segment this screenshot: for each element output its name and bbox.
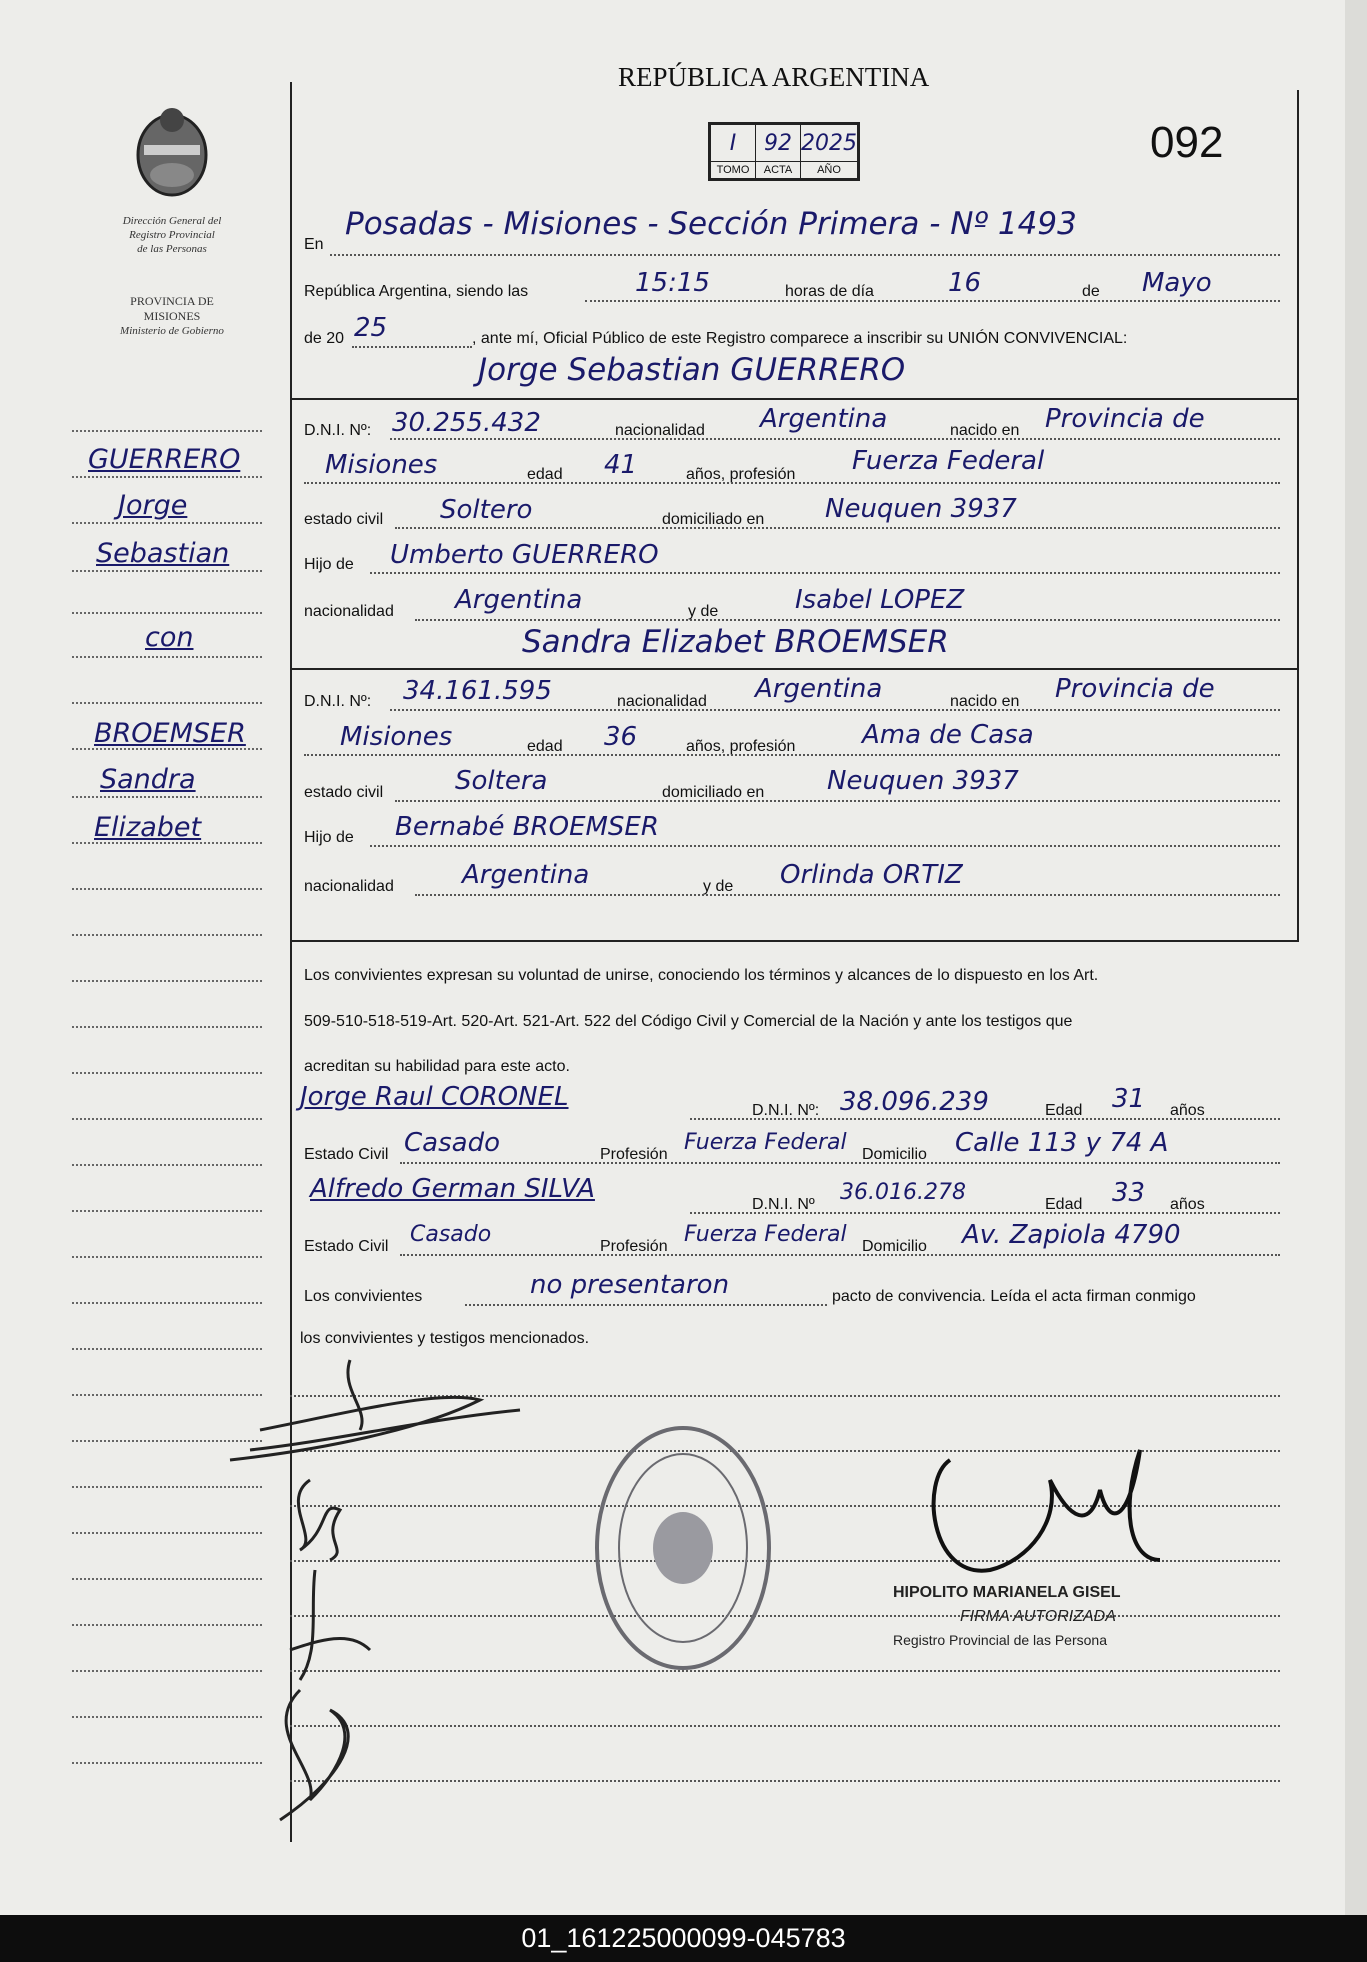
margin-line xyxy=(72,934,262,936)
line-p2-estado xyxy=(395,800,1280,802)
w2-profesion: Fuerza Federal xyxy=(684,1222,847,1247)
w2-name: Alfredo German SILVA xyxy=(310,1174,595,1204)
p1-madre: Isabel LOPEZ xyxy=(795,585,965,615)
section-rule-3 xyxy=(290,940,1299,942)
tomo-label: TOMO xyxy=(711,162,756,179)
p2-domicilio-label: domiciliado en xyxy=(662,784,765,801)
line-time xyxy=(585,300,1280,302)
line-year xyxy=(352,346,472,348)
line-p1-nac xyxy=(415,619,1280,621)
p2-dni: 34.161.595 xyxy=(403,676,552,706)
p1-nacido-1: Provincia de xyxy=(1045,404,1205,434)
margin-name-4: con xyxy=(145,622,194,653)
official-signature-graphic xyxy=(900,1420,1200,1590)
province-block xyxy=(88,294,256,339)
p2-nacido-1: Provincia de xyxy=(1055,674,1215,704)
year-prefix: de 20 xyxy=(304,330,345,347)
p2-nacionalidad: Argentina xyxy=(755,674,883,704)
line-place xyxy=(330,254,1280,256)
w1-anos-label: años xyxy=(1170,1102,1205,1119)
p2-estado: Soltera xyxy=(455,766,548,796)
p2-nacido-2: Misiones xyxy=(340,722,453,752)
line-w2-estado xyxy=(400,1254,1280,1256)
w2-edad-label: Edad xyxy=(1045,1196,1083,1213)
p1-nacionalidad-label: nacionalidad xyxy=(615,422,705,439)
margin-line xyxy=(72,430,262,432)
p2-nac-padre: Argentina xyxy=(462,860,590,890)
margin-line xyxy=(72,612,262,614)
time-value: 15:15 xyxy=(635,268,710,298)
margin-name-2: Jorge xyxy=(118,490,188,521)
line-w1-dni xyxy=(690,1118,1280,1120)
page-edge xyxy=(1345,0,1367,1915)
w2-anos-label: años xyxy=(1170,1196,1205,1213)
w1-domicilio-label: Domicilio xyxy=(862,1146,927,1163)
anio-value: 2025 xyxy=(801,125,858,162)
day-value: 16 xyxy=(948,268,982,298)
acta-value: 92 xyxy=(756,125,801,162)
p2-anos-label: años, profesión xyxy=(686,738,796,755)
p2-nacido-label: nacido en xyxy=(950,693,1020,710)
p1-nac-padre-label: nacionalidad xyxy=(304,603,394,620)
pacto-value: no presentaron xyxy=(530,1270,730,1300)
w2-dni-label: D.N.I. Nº xyxy=(752,1196,815,1213)
p1-nacionalidad: Argentina xyxy=(760,404,888,434)
p1-estado-label: estado civil xyxy=(304,511,384,528)
p1-edad-label: edad xyxy=(527,466,563,483)
line-p2-dni xyxy=(390,709,1280,711)
margin-name-7: Elizabet xyxy=(94,812,202,843)
official-org: Registro Provincial de las Persona xyxy=(893,1632,1107,1648)
line-p1-estado xyxy=(395,527,1280,529)
margin-line xyxy=(72,796,262,798)
margin-line xyxy=(72,1302,262,1304)
line-p1-dni xyxy=(390,438,1280,440)
p1-domicilio-label: domiciliado en xyxy=(662,511,765,528)
p1-nacido-2: Misiones xyxy=(325,450,438,480)
p2-profesion: Ama de Casa xyxy=(862,720,1034,750)
province-line1: PROVINCIA DE xyxy=(130,294,214,308)
margin-line xyxy=(72,1072,262,1074)
line-p2-hijo xyxy=(370,845,1280,847)
org-block xyxy=(88,214,256,256)
w1-profesion-label: Profesión xyxy=(600,1146,668,1163)
closing-line2: los convivientes y testigos mencionados. xyxy=(300,1330,590,1347)
p2-domicilio: Neuquen 3937 xyxy=(827,766,1019,796)
person2-name: Sandra Elizabet BROEMSER xyxy=(522,624,949,660)
p2-yde-label: y de xyxy=(703,878,734,895)
ministry: Ministerio de Gobierno xyxy=(120,325,224,337)
margin-line xyxy=(72,656,262,658)
section-rule-2 xyxy=(290,668,1299,670)
w1-name: Jorge Raul CORONEL xyxy=(300,1082,569,1112)
legal-line1: Los convivientes expresan su voluntad de unirse, conociendo los términos y alcances de lo dispuesto en los Art. xyxy=(304,967,1099,984)
margin-line xyxy=(72,1256,262,1258)
margin-line xyxy=(72,1578,262,1580)
w2-edad: 33 xyxy=(1112,1178,1146,1208)
p2-dni-label: D.N.I. Nº: xyxy=(304,693,372,710)
line-p2-nac xyxy=(415,894,1280,896)
w1-estado-label: Estado Civil xyxy=(304,1146,389,1163)
margin-line xyxy=(72,522,262,524)
line-w2-dni xyxy=(690,1212,1280,1214)
line-p1-edad xyxy=(304,482,1280,484)
margin-line xyxy=(72,1348,262,1350)
margin-line xyxy=(72,1762,262,1764)
w2-domicilio: Av. Zapiola 4790 xyxy=(962,1220,1181,1250)
line-p1-hijo xyxy=(370,572,1280,574)
tomo-box xyxy=(708,122,860,181)
line-w1-estado xyxy=(400,1162,1280,1164)
legal-line3: acreditan su habilidad para este acto. xyxy=(304,1058,570,1075)
w1-dni: 38.096.239 xyxy=(840,1087,989,1117)
margin-line xyxy=(72,748,262,750)
section-rule-1 xyxy=(290,398,1299,400)
w1-profesion: Fuerza Federal xyxy=(684,1130,847,1155)
line-pacto xyxy=(465,1304,827,1306)
margin-line xyxy=(72,1210,262,1212)
w1-dni-label: D.N.I. Nº: xyxy=(752,1102,820,1119)
p1-dni: 30.255.432 xyxy=(392,408,541,438)
province-line2: MISIONES xyxy=(143,309,201,323)
legal-line2: 509-510-518-519-Art. 520-Art. 521-Art. 522 del Código Civil y Comercial de la Nación y ante los testigos que xyxy=(304,1013,1073,1030)
official-title: FIRMA AUTORIZADA xyxy=(960,1608,1116,1625)
place-value: Posadas - Misiones - Sección Primera - Nº 1493 xyxy=(345,206,1077,242)
anio-label: AÑO xyxy=(801,162,858,179)
p2-edad: 36 xyxy=(604,722,638,752)
p1-nacido-label: nacido en xyxy=(950,422,1020,439)
year-suffix: 25 xyxy=(354,313,388,343)
p2-madre: Orlinda ORTIZ xyxy=(780,860,963,890)
right-frame-rule xyxy=(1297,90,1299,940)
margin-line xyxy=(72,980,262,982)
margin-name-3: Sebastian xyxy=(96,538,230,569)
coat-of-arms-icon xyxy=(132,100,212,200)
country-title: REPÚBLICA ARGENTINA xyxy=(618,62,930,92)
margin-line xyxy=(72,1486,262,1488)
org-line2: Registro Provincial xyxy=(129,229,215,241)
horas-label: horas de día xyxy=(785,283,874,300)
statement: , ante mí, Oficial Público de este Registro comparece a inscribir su UNIÓN CONVIVENCIAL: xyxy=(472,330,1128,347)
w2-estado-label: Estado Civil xyxy=(304,1238,389,1255)
p2-edad-label: edad xyxy=(527,738,563,755)
person1-name: Jorge Sebastian GUERRERO xyxy=(478,352,906,388)
scan-footer: 01_161225000099-045783 xyxy=(0,1915,1367,1962)
margin-line xyxy=(72,570,262,572)
w2-profesion-label: Profesión xyxy=(600,1238,668,1255)
org-line3: de las Personas xyxy=(137,243,207,255)
margin-line xyxy=(72,1670,262,1672)
p1-nac-padre: Argentina xyxy=(455,585,583,615)
p1-edad: 41 xyxy=(604,450,638,480)
org-line1: Dirección General del xyxy=(122,215,222,227)
official-name: HIPOLITO MARIANELA GISEL xyxy=(893,1584,1121,1601)
signatures-graphic xyxy=(220,1350,540,1850)
margin-line xyxy=(72,888,262,890)
margin-name-6: Sandra xyxy=(100,764,196,795)
w2-estado: Casado xyxy=(410,1222,492,1247)
p1-anos-label: años, profesión xyxy=(686,466,796,483)
margin-line xyxy=(72,1394,262,1396)
p1-yde-label: y de xyxy=(688,603,719,620)
margin-line xyxy=(72,702,262,704)
month-value: Mayo xyxy=(1142,268,1212,298)
p1-estado: Soltero xyxy=(440,495,533,525)
acta-number: 092 xyxy=(1150,118,1224,167)
p1-hijo-label: Hijo de xyxy=(304,556,354,573)
margin-line xyxy=(72,1026,262,1028)
w1-domicilio: Calle 113 y 74 A xyxy=(955,1128,1169,1158)
w1-edad-label: Edad xyxy=(1045,1102,1083,1119)
p1-dni-label: D.N.I. Nº: xyxy=(304,422,372,439)
margin-line xyxy=(72,1624,262,1626)
w2-domicilio-label: Domicilio xyxy=(862,1238,927,1255)
margin-line xyxy=(72,1440,262,1442)
margin-line xyxy=(72,1118,262,1120)
convivientes-label: Los convivientes xyxy=(304,1288,423,1305)
tomo-value: I xyxy=(711,125,756,162)
acta-label: ACTA xyxy=(756,162,801,179)
siendo-label: República Argentina, siendo las xyxy=(304,283,529,300)
p2-estado-label: estado civil xyxy=(304,784,384,801)
w2-dni: 36.016.278 xyxy=(840,1180,966,1205)
margin-line xyxy=(72,1532,262,1534)
p2-hijo-label: Hijo de xyxy=(304,829,354,846)
p2-padre: Bernabé BROEMSER xyxy=(395,812,659,842)
w1-edad: 31 xyxy=(1112,1084,1146,1114)
de-label: de xyxy=(1082,283,1100,300)
w1-estado: Casado xyxy=(404,1128,500,1158)
p1-profesion: Fuerza Federal xyxy=(852,446,1045,476)
line-p2-edad xyxy=(304,754,1280,756)
pacto-label: pacto de convivencia. Leída el acta firman conmigo xyxy=(832,1288,1196,1305)
p1-domicilio: Neuquen 3937 xyxy=(825,494,1017,524)
en-label: En xyxy=(304,236,324,253)
p2-nacionalidad-label: nacionalidad xyxy=(617,693,707,710)
margin-line xyxy=(72,1164,262,1166)
margin-name-1: GUERRERO xyxy=(88,444,241,475)
p1-padre: Umberto GUERRERO xyxy=(390,540,659,570)
p2-nac-padre-label: nacionalidad xyxy=(304,878,394,895)
official-seal-icon xyxy=(588,1418,778,1678)
margin-line xyxy=(72,842,262,844)
margin-name-5: BROEMSER xyxy=(94,718,246,749)
margin-line xyxy=(72,1716,262,1718)
margin-line xyxy=(72,476,262,478)
